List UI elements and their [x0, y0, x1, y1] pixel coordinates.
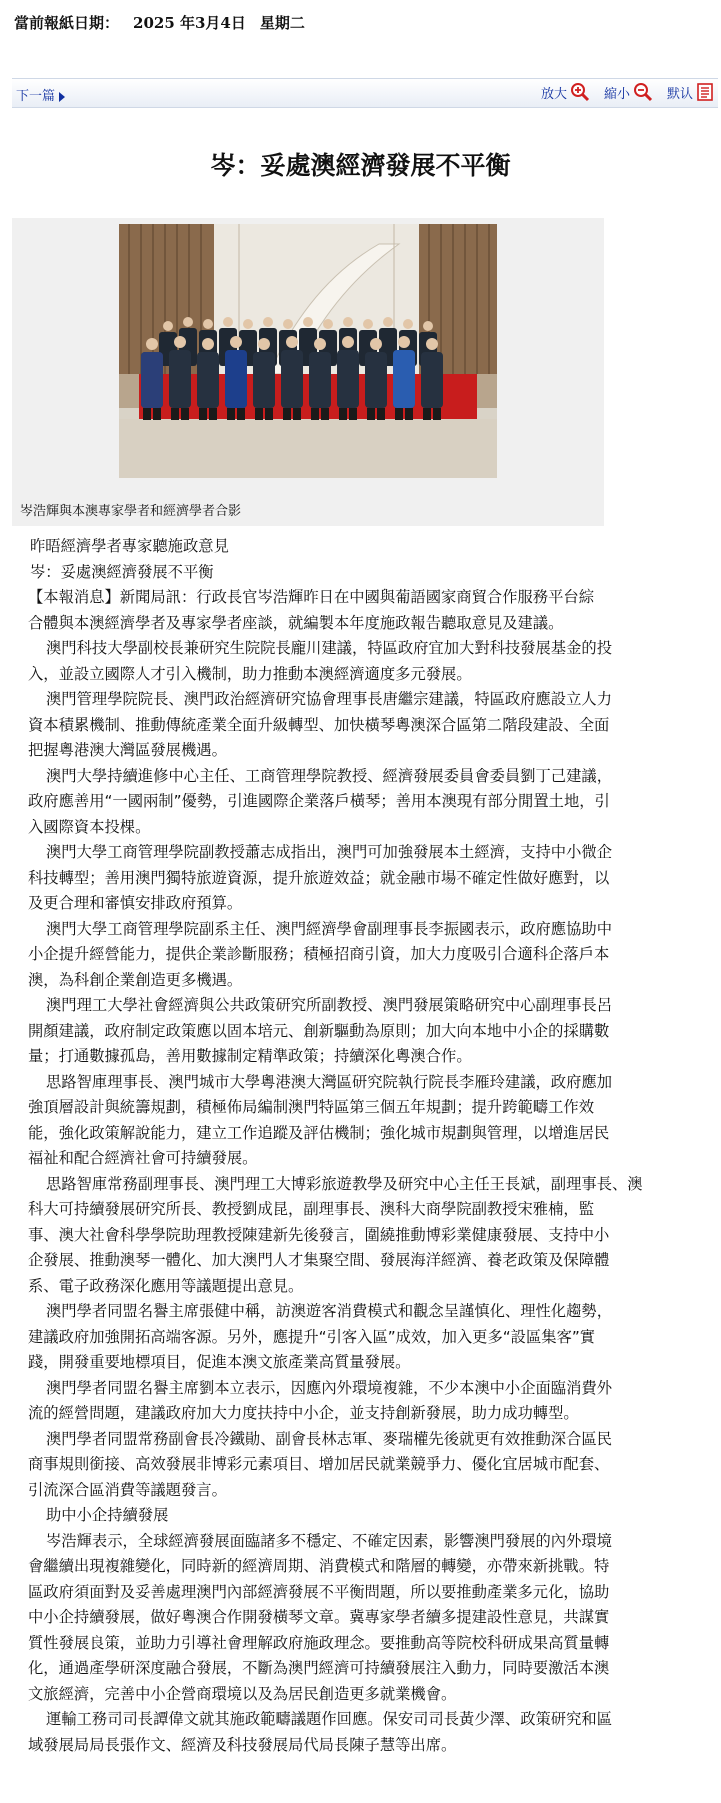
article-text-line: 系、電子政務深化應用等議題提出意見。	[28, 1276, 304, 1295]
article-text-line: 澳門學者同盟名譽主席張健中稱，訪澳遊客消費模式和觀念呈謹慎化、理性化趨勢，	[46, 1302, 612, 1320]
article-text-line: 澳門學者同盟常務副會長冷鐵勛、副會長林志軍、麥瑞權先後就更有效推動深合區民	[46, 1429, 612, 1448]
article-text-line: 事、澳大社會科學學院助理教授陳建新先後發言，圍繞推動博彩業健康發展、支持中小	[28, 1225, 610, 1244]
article-text-line: 入國際資本投棵。	[28, 817, 151, 836]
article-text-line: 澳門管理學院院長、澳門政治經濟研究協會理事長唐繼宗建議，特區政府應設立人力	[46, 690, 612, 708]
article-text-line: 中小企持續發展，做好粵澳合作開發橫琴文章。冀專家學者續多提建設性意見，共謀實	[28, 1608, 610, 1626]
article-text-line: 把握粵港澳大灣區發展機遇。	[28, 741, 227, 759]
zoom-in-label: 放大	[540, 86, 567, 102]
article-text-line: 文旅經濟，完善中小企營商環境以及為居民創造更多就業機會。	[28, 1684, 457, 1703]
article-text-line: 澳門科技大學副校長兼研究生院院長龐川建議，特區政府宜加大對科技發展基金的投	[46, 639, 612, 657]
article-text-line: 化，通過產學研深度融合發展，不斷為澳門經濟可持續發展注入動力，同時要激活本澳	[28, 1659, 610, 1677]
article-text-line: 合體與本澳經濟學者及專家學者座談，就編製本年度施政報告聽取意見及建議。	[28, 613, 564, 632]
article-text-line: 企發展、推動澳琴一體化、加大澳門人才集聚空間、發展海洋經濟、養老政策及保障體	[28, 1251, 610, 1269]
article-text-line: 【本報消息】新聞局訊：行政長官岑浩輝昨日在中國與葡語國家商貿合作服務平台綜	[28, 588, 594, 606]
article-subheading: 岑：妥處澳經濟發展不平衡	[30, 562, 214, 581]
zoom-out-icon	[633, 82, 653, 102]
article-text-line: 科技轉型；善用澳門獨特旅遊資源，提升旅遊效益；就金融市場不確定性做好應對，以	[28, 868, 610, 887]
article-text-line: 運輸工務司司長譚偉文就其施政範疇議題作回應。保安司司長黃少澤、政策研究和區	[46, 1710, 612, 1728]
play-arrow-icon	[59, 92, 65, 102]
article-text-line: 流的經營問題，建議政府加大力度扶持中小企，並支持創新發展，助力成功轉型。	[28, 1404, 579, 1422]
article-text-line: 澳門學者同盟名譽主席劉本立表示，因應內外環境複雜，不少本澳中小企面臨消費外	[46, 1378, 612, 1397]
article-text-line: 引流深合區消費等議題發言。	[28, 1480, 227, 1499]
article-text-line: 助中小企持續發展	[46, 1506, 169, 1524]
next-article-link[interactable]	[16, 85, 65, 104]
photo-caption: 岑浩輝與本澳專家學者和經濟學者合影	[20, 504, 242, 519]
article-text-line: 區政府須面對及妥善處理澳門內部經濟發展不平衡問題，所以要推動產業多元化，協助	[28, 1582, 610, 1601]
zoom-tools	[541, 82, 714, 102]
next-article-label: 下一篇	[16, 89, 56, 104]
article-text-line: 澳，為科創企業創造更多機遇。	[28, 970, 243, 989]
article-text-line: 澳門大學持續進修中心主任、工商管理學院教授、經濟發展委員會委員劉丁己建議，	[46, 766, 612, 785]
article-text-line: 及更合理和審慎安排政府預算。	[28, 894, 243, 912]
zoom-in-button[interactable]	[541, 82, 590, 102]
article-text-line: 域發展局局長張作文、經濟及科技發展局代局長陳子慧等出席。	[28, 1735, 457, 1754]
weekday: 星期二	[259, 14, 305, 32]
article-text-line: 建議政府加強開拓高端客源。另外，應提升“引客入區”成效，加入更多“設區集客”實	[28, 1327, 596, 1346]
zoom-out-button[interactable]	[604, 82, 653, 102]
article-text-line: 小企提升經營能力，提供企業診斷服務；積極招商引資，加大力度吸引合適科企落戶本	[28, 945, 610, 963]
newspaper-date	[14, 12, 319, 33]
photo-frame	[12, 218, 604, 526]
zoom-out-label: 縮小	[603, 86, 630, 102]
group-photo	[119, 224, 497, 478]
document-icon	[696, 82, 714, 102]
article-text-line: 政府應善用“一國兩制”優勢，引進國際企業落戶橫琴；善用本澳現有部分閒置土地，引	[28, 792, 610, 810]
article-text-line: 會繼續出現複雜變化，同時新的經濟周期、消費模式和階層的轉變，亦帶來新挑戰。特	[28, 1557, 610, 1575]
article-text-line: 福祉和配合經濟社會可持續發展。	[28, 1149, 258, 1167]
article-text-line: 商事規則銜接、高效發展非博彩元素項目、增加居民就業競爭力、優化宜居城市配套、	[28, 1455, 610, 1473]
article-title: 岑：妥處澳經濟發展不平衡	[210, 151, 511, 180]
article-text-line: 踐，開發重要地標項目，促進本澳文旅產業高質量發展。	[28, 1353, 411, 1371]
article-text-line: 澳門大學工商管理學院副教授蕭志成指出，澳門可加強發展本土經濟，支持中小微企	[46, 843, 612, 861]
article-text-line: 思路智庫理事長、澳門城市大學粵港澳大灣區研究院執行院長李雁玲建議，政府應加	[46, 1072, 612, 1091]
article-text-line: 質性發展良策，並助力引導社會理解政府施政理念。要推動高等院校科研成果高質量轉	[28, 1633, 610, 1652]
article-text-line: 入，並設立國際人才引入機制，助力推動本澳經濟適度多元發展。	[28, 664, 472, 683]
default-size-label: 默认	[666, 86, 693, 102]
article-subheading: 昨晤經濟學者專家聽施政意見	[30, 537, 229, 555]
article-text-line: 量；打通數據孤島，善用數據制定精準政策；持續深化粵澳合作。	[28, 1047, 472, 1065]
article-text-line: 強頂層設計與統籌規劃，積極佈局編制澳門特區第三個五年規劃；提升跨範疇工作效	[28, 1098, 594, 1116]
article-text-line: 資本積累機制、推動傳統產業全面升級轉型、加快橫琴粵澳深合區第二階段建設、全面	[28, 715, 610, 734]
date-value: 2025 年3月4日	[133, 14, 246, 32]
default-size-button[interactable]	[667, 82, 714, 102]
article-text-line: 能，強化政策解說能力，建立工作追蹤及評估機制；強化城市規劃與管理，以增進居民	[28, 1123, 610, 1142]
article-text-line: 思路智庫常務副理事長、澳門理工大博彩旅遊教學及研究中心主任王長斌，副理事長、澳	[46, 1174, 643, 1193]
article-text-line: 澳門理工大學社會經濟與公共政策研究所副教授、澳門發展策略研究中心副理事長呂	[46, 996, 612, 1014]
article-toolbar	[12, 78, 718, 108]
article-text-line: 科大可持續發展研究所長、教授劉成昆，副理事長、澳科大商學院副教授宋雅楠，監	[28, 1200, 594, 1218]
article-text-line: 開顏建議，政府制定政策應以固本培元、創新驅動為原則；加大向本地中小企的採購數	[28, 1021, 610, 1040]
date-label: 當前報紙日期：	[14, 14, 120, 32]
article-text-line: 澳門大學工商管理學院副系主任、澳門經濟學會副理事長李振國表示，政府應協助中	[46, 919, 612, 938]
zoom-in-icon	[570, 82, 590, 102]
article-text-line: 岑浩輝表示，全球經濟發展面臨諸多不穩定、不確定因素，影響澳門發展的內外環境	[46, 1531, 612, 1550]
